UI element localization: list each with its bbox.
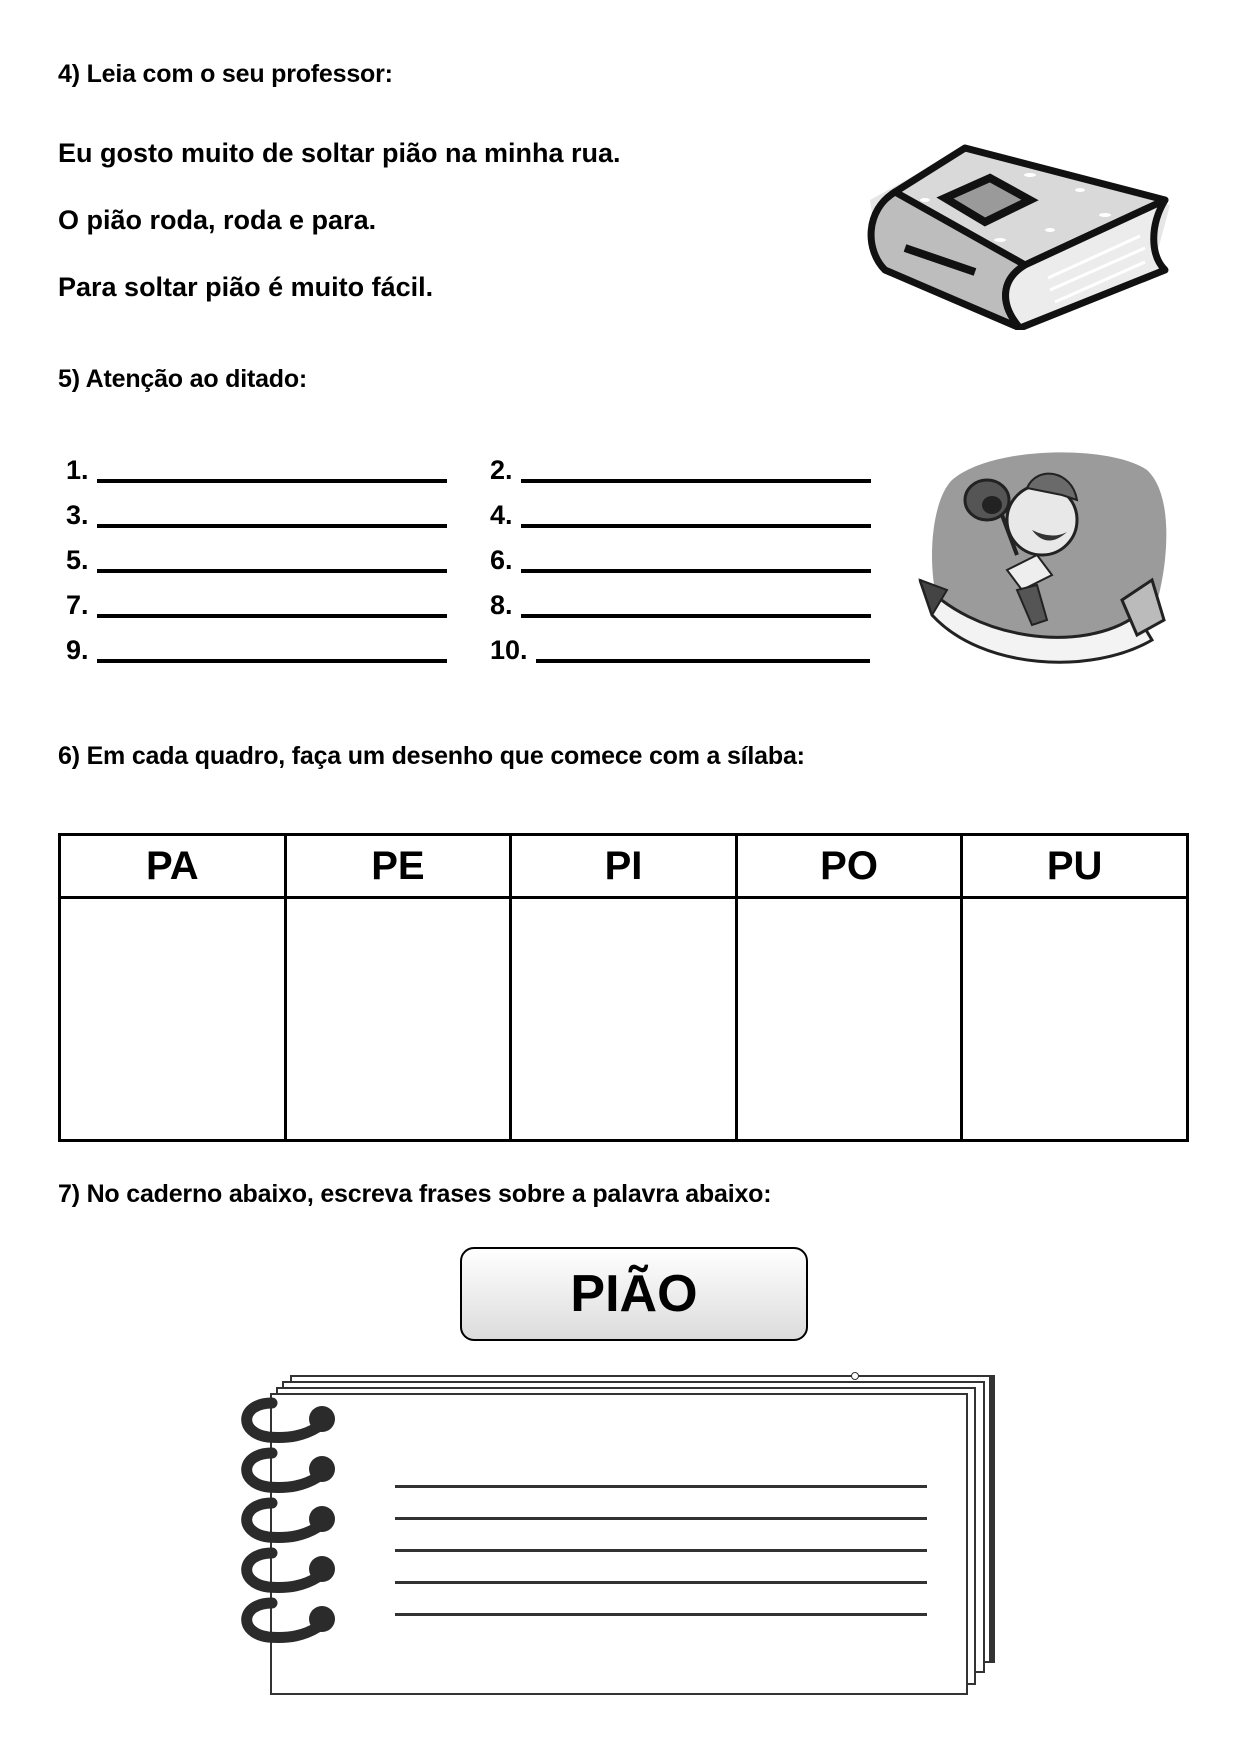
dictation-item-4 bbox=[490, 490, 871, 530]
notebook-writing-line[interactable] bbox=[395, 1581, 927, 1584]
dictation-item-7 bbox=[66, 580, 447, 620]
spiral-notebook-icon bbox=[230, 1375, 1020, 1695]
dictation-answer-line[interactable] bbox=[97, 524, 447, 528]
dictation-answer-line[interactable] bbox=[536, 659, 870, 663]
syllable-column-pi bbox=[512, 836, 738, 1139]
drawing-box[interactable] bbox=[287, 899, 510, 1139]
q7-title: 7) No caderno abaixo, escreva frases sobre a palavra abaixo: bbox=[58, 1180, 772, 1208]
q5-title: 5) Atenção ao ditado: bbox=[58, 365, 308, 393]
dictation-item-1 bbox=[66, 445, 447, 485]
dictation-answer-line[interactable] bbox=[521, 524, 871, 528]
drawing-box[interactable] bbox=[963, 899, 1186, 1139]
dictation-number: 7. bbox=[66, 590, 89, 620]
notebook-writing-line[interactable] bbox=[395, 1485, 927, 1488]
reading-line-2: O pião roda, roda e para. bbox=[58, 205, 377, 235]
syllable-column-po bbox=[738, 836, 964, 1139]
dictation-answer-line[interactable] bbox=[521, 614, 871, 618]
reading-line-3: Para soltar pião é muito fácil. bbox=[58, 272, 434, 302]
word-box: PIÃO bbox=[460, 1247, 808, 1341]
notebook-page[interactable] bbox=[270, 1393, 968, 1695]
dictation-number: 3. bbox=[66, 500, 89, 530]
dictation-item-3 bbox=[66, 490, 447, 530]
dictation-item-8 bbox=[490, 580, 871, 620]
dictation-number: 4. bbox=[490, 500, 513, 530]
dictation-answer-line[interactable] bbox=[97, 614, 447, 618]
dictation-answer-line[interactable] bbox=[97, 479, 447, 483]
reading-line-1: Eu gosto muito de soltar pião na minha rua. bbox=[58, 138, 621, 168]
drawing-box[interactable] bbox=[738, 899, 961, 1139]
dictation-item-2 bbox=[490, 445, 871, 485]
drawing-box[interactable] bbox=[61, 899, 284, 1139]
syllable-header: PE bbox=[287, 836, 510, 899]
dictation-item-9 bbox=[66, 625, 447, 665]
dictation-answer-line[interactable] bbox=[521, 479, 871, 483]
syllable-header: PU bbox=[963, 836, 1186, 899]
dictation-item-10 bbox=[490, 625, 870, 665]
dictation-number: 2. bbox=[490, 455, 513, 485]
syllable-column-pu bbox=[963, 836, 1186, 1139]
dictation-number: 10. bbox=[490, 635, 528, 665]
dictation-answer-line[interactable] bbox=[97, 659, 447, 663]
syllable-header: PO bbox=[738, 836, 961, 899]
syllable-drawing-table bbox=[58, 833, 1189, 1142]
boy-on-pencil-icon bbox=[912, 440, 1172, 670]
dictation-answer-line[interactable] bbox=[521, 569, 871, 573]
drawing-box[interactable] bbox=[512, 899, 735, 1139]
dictation-item-5 bbox=[66, 535, 447, 575]
dictation-answer-line[interactable] bbox=[97, 569, 447, 573]
syllable-column-pa bbox=[61, 836, 287, 1139]
q4-title: 4) Leia com o seu professor: bbox=[58, 60, 393, 88]
syllable-header: PA bbox=[61, 836, 284, 899]
syllable-header: PI bbox=[512, 836, 735, 899]
notebook-writing-line[interactable] bbox=[395, 1517, 927, 1520]
dictation-item-6 bbox=[490, 535, 871, 575]
dictation-number: 8. bbox=[490, 590, 513, 620]
notebook-writing-line[interactable] bbox=[395, 1549, 927, 1552]
notebook-writing-line[interactable] bbox=[395, 1613, 927, 1616]
spiral-rings-icon bbox=[230, 1375, 350, 1695]
syllable-column-pe bbox=[287, 836, 513, 1139]
page-hole-icon bbox=[851, 1372, 859, 1380]
q6-title: 6) Em cada quadro, faça um desenho que comece com a sílaba: bbox=[58, 742, 805, 770]
dictation-number: 9. bbox=[66, 635, 89, 665]
book-icon bbox=[850, 130, 1180, 330]
dictation-number: 5. bbox=[66, 545, 89, 575]
dictation-number: 6. bbox=[490, 545, 513, 575]
dictation-number: 1. bbox=[66, 455, 89, 485]
